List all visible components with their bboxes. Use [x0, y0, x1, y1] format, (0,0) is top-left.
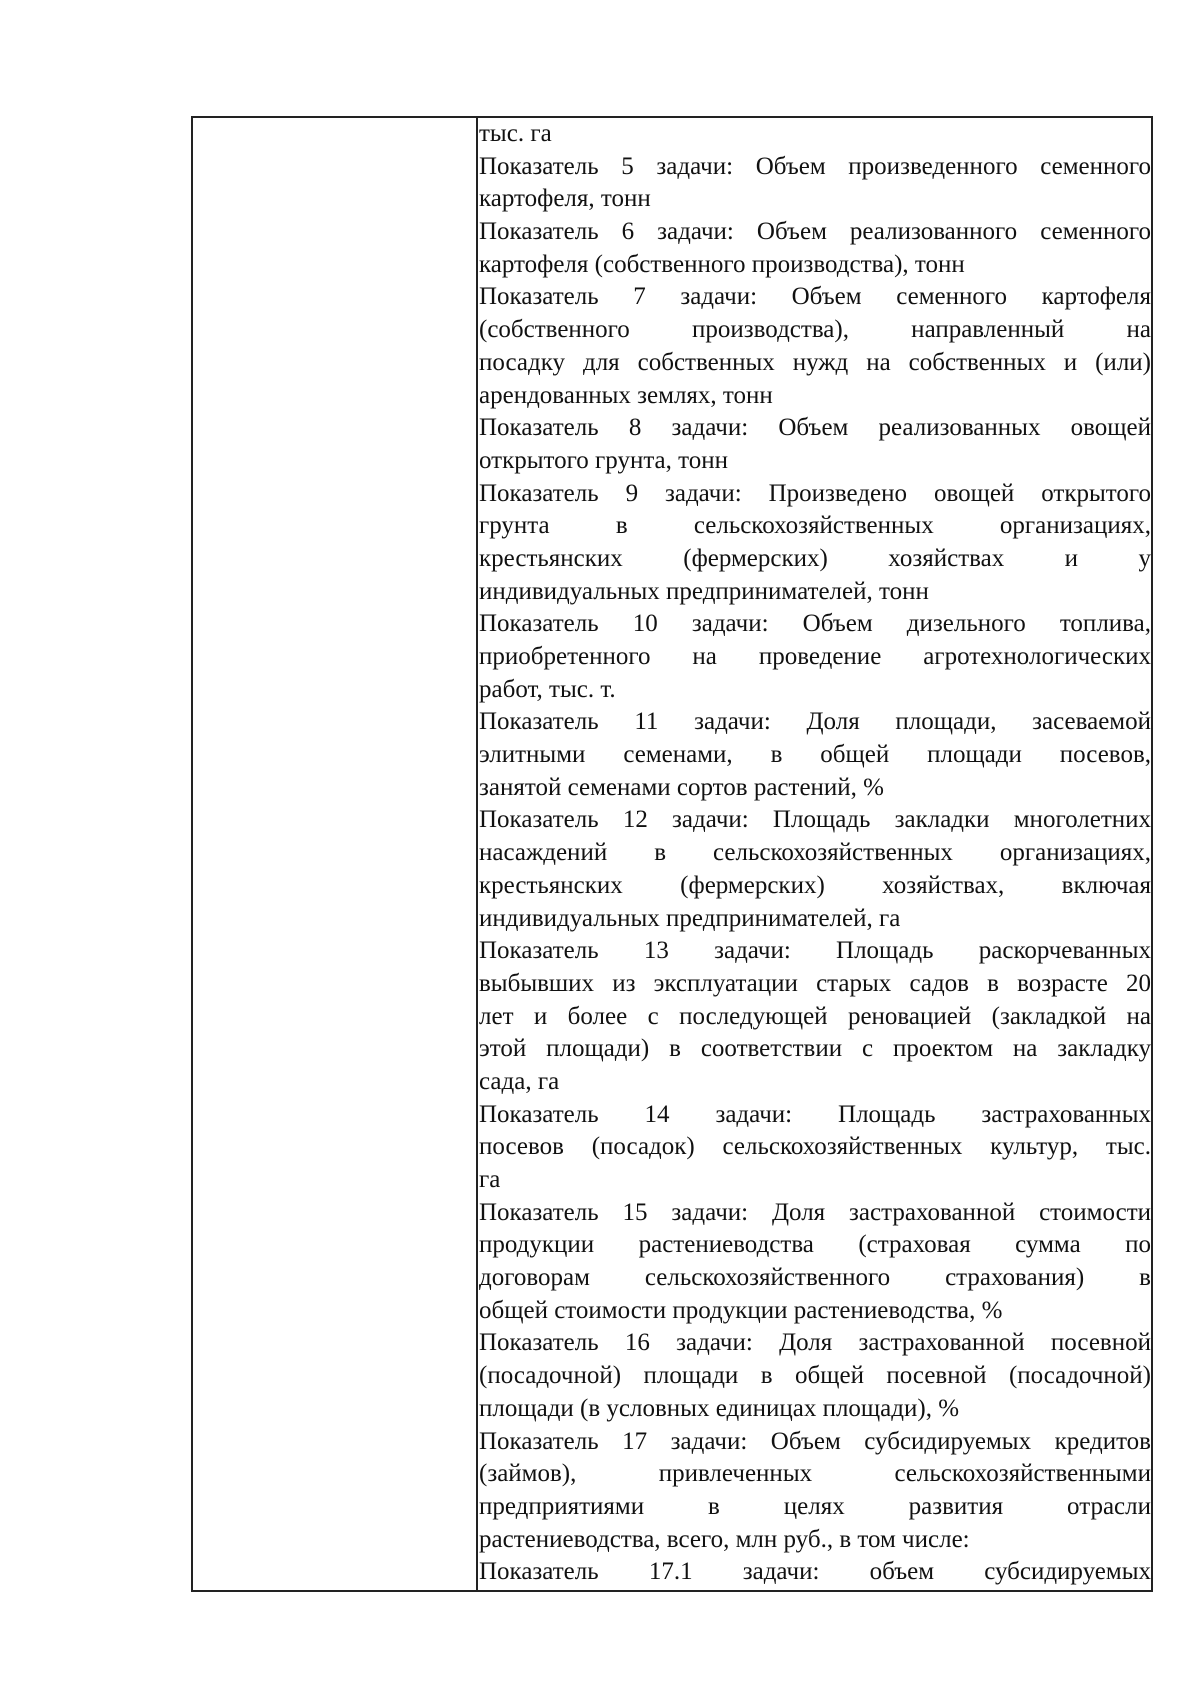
- indicator-text-line: лет и более с последующей реновацией (закладкой на: [479, 1002, 1151, 1030]
- indicator-text-line: (посадочной) площади в общей посевной (посадочной): [479, 1362, 1151, 1390]
- indicator-text-line: (займов), привлеченных сельскохозяйственными: [479, 1460, 1151, 1488]
- indicator-text-line: приобретенного на проведение агротехнологических: [479, 643, 1151, 670]
- indicator-text-line: Показатель 12 задачи: Площадь закладки многолетних: [479, 806, 1151, 834]
- indicator-text-line: картофеля (собственного производства), тонн: [479, 250, 965, 278]
- indicator-text-line: Показатель 16 задачи: Доля застрахованной посевной: [479, 1329, 1151, 1357]
- indicator-table: [191, 116, 1153, 1592]
- indicator-text-line: открытого грунта, тонн: [479, 446, 728, 474]
- indicator-text-line: индивидуальных предпринимателей, га: [479, 904, 901, 932]
- indicator-text-line: Показатель 17 задачи: Объем субсидируемых кредитов: [479, 1427, 1151, 1455]
- indicator-text-line: Показатель 11 задачи: Доля площади, засеваемой: [479, 708, 1151, 736]
- indicator-text-line: Показатель 13 задачи: Площадь раскорчеванных: [479, 937, 1151, 965]
- table-left-cell: [193, 118, 478, 1590]
- indicator-text-line: Показатель 6 задачи: Объем реализованного семенного: [479, 218, 1151, 246]
- indicator-text-line: крестьянских (фермерских) хозяйствах, включая: [479, 871, 1151, 899]
- indicator-text-line: площади (в условных единицах площади), %: [479, 1394, 960, 1422]
- indicator-text-line: занятой семенами сортов растений, %: [479, 773, 885, 801]
- indicator-text-line: Показатель 8 задачи: Объем реализованных овощей: [479, 414, 1151, 442]
- indicator-text-line: Показатель 14 задачи: Площадь застрахованных: [479, 1100, 1151, 1128]
- indicator-text-line: Показатель 7 задачи: Объем семенного картофеля: [479, 283, 1151, 311]
- indicator-text-line: арендованных землях, тонн: [479, 381, 773, 409]
- indicator-text-line: насаждений в сельскохозяйственных организациях,: [479, 839, 1151, 867]
- indicator-text-line: Показатель 5 задачи: Объем произведенного семенного: [479, 152, 1151, 180]
- indicator-text-line: Показатель 10 задачи: Объем дизельного топлива,: [479, 610, 1151, 638]
- indicator-text-line: этой площади) в соответствии с проектом на закладку: [479, 1035, 1151, 1063]
- indicator-text-line: картофеля, тонн: [479, 185, 651, 213]
- indicator-text-line: элитными семенами, в общей площади посевов,: [479, 741, 1151, 769]
- indicator-text-line: продукции растениеводства (страховая сумма по: [479, 1231, 1151, 1259]
- indicator-text-line: Показатель 15 задачи: Доля застрахованной стоимости: [479, 1198, 1151, 1226]
- indicator-text-line: тыс. га: [479, 120, 552, 147]
- indicator-text-line: крестьянских (фермерских) хозяйствах и у: [479, 544, 1151, 572]
- indicator-text-line: посевов (посадок) сельскохозяйственных культур, тыс.: [479, 1133, 1151, 1161]
- indicator-text-line: индивидуальных предпринимателей, тонн: [479, 577, 929, 605]
- indicator-text-line: сада, га: [479, 1067, 560, 1095]
- indicator-text-line: Показатель 9 задачи: Произведено овощей открытого: [479, 479, 1151, 507]
- indicator-text-line: предприятиями в целях развития отрасли: [479, 1492, 1151, 1520]
- indicator-text-line: растениеводства, всего, млн руб., в том числе:: [479, 1525, 970, 1553]
- indicator-text-line: (собственного производства), направленный на: [479, 316, 1151, 344]
- indicator-text-line: грунта в сельскохозяйственных организациях,: [479, 512, 1151, 540]
- indicator-text-line: выбывших из эксплуатации старых садов в возрасте 20: [479, 969, 1151, 997]
- indicator-text-line: договорам сельскохозяйственного страхования) в: [479, 1264, 1151, 1292]
- indicator-text-line: Показатель 17.1 задачи: объем субсидируемых: [479, 1558, 1151, 1586]
- indicator-text-line: посадку для собственных нужд на собственных и (или): [479, 348, 1151, 376]
- indicator-text-line: работ, тыс. т.: [479, 675, 616, 703]
- indicator-text-line: общей стоимости продукции растениеводства, %: [479, 1296, 1003, 1324]
- table-right-cell: [478, 118, 1151, 1590]
- indicator-text-line: га: [479, 1166, 501, 1193]
